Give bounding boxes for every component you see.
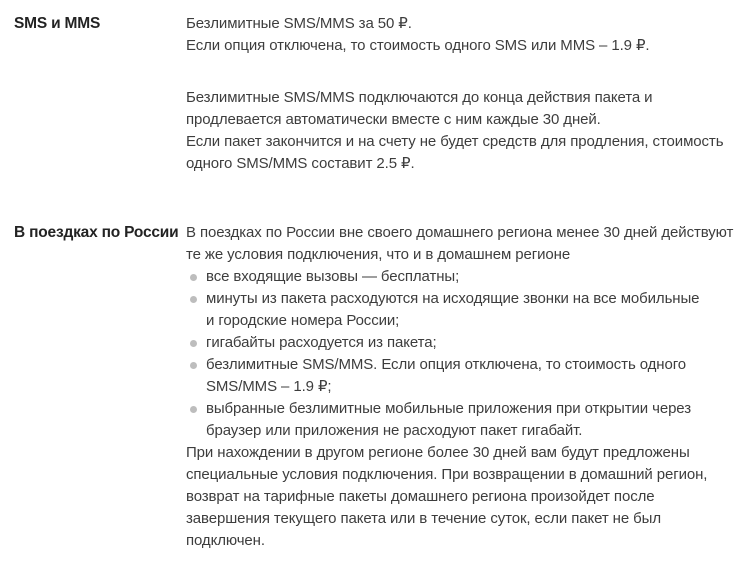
travel-intro-paragraph xyxy=(186,222,734,266)
travel-long-stay-paragraph xyxy=(186,442,727,552)
list-item xyxy=(186,288,727,332)
tariff-row-sms-mms xyxy=(14,13,727,175)
text-line: продлевается автоматически вместе с ним каждые 30 дней. xyxy=(186,111,601,128)
row-content-travel-russia xyxy=(186,222,734,552)
text-line: одного SMS/MMS составит 2.5 ₽. xyxy=(186,155,415,172)
travel-conditions-list xyxy=(186,266,727,442)
text-line: все входящие вызовы — бесплатны; xyxy=(206,268,460,285)
sms-renewal-paragraph xyxy=(186,87,727,175)
text-line: минуты из пакета расходуются на исходящие звонки на все мобильные xyxy=(206,290,700,307)
text-line: выбранные безлимитные мобильные приложения при открытии через xyxy=(206,400,691,417)
row-content-sms-mms xyxy=(186,13,727,175)
text-line: те же условия подключения, что и в домашнем регионе xyxy=(186,246,571,263)
text-line: При нахождении в другом регионе более 30 дней вам будут предложены xyxy=(186,444,690,461)
text-line: возврат на тарифные пакеты домашнего региона произойдет после xyxy=(186,488,655,505)
text-line: браузер или приложения не расходуют пакет гигабайт. xyxy=(206,422,583,439)
row-label-travel-russia: В поездках по России xyxy=(14,224,179,241)
text-line: гигабайты расходуется из пакета; xyxy=(206,334,437,351)
list-item xyxy=(186,266,727,288)
text-line: Если опция отключена, то стоимость одного SMS или MMS – 1.9 ₽. xyxy=(186,37,650,54)
text-line: и городские номера России; xyxy=(206,312,400,329)
text-line: В поездках по России вне своего домашнего региона менее 30 дней действуют xyxy=(186,224,734,241)
list-item xyxy=(186,398,727,442)
text-line: специальные условия подключения. При возвращении в домашний регион, xyxy=(186,466,708,483)
list-item xyxy=(186,354,727,398)
text-line: подключен. xyxy=(186,532,265,549)
text-line: SMS/MMS – 1.9 ₽; xyxy=(206,378,332,395)
bullet-icon xyxy=(190,274,197,281)
bullet-icon xyxy=(190,296,197,303)
text-line: Безлимитные SMS/MMS за 50 ₽. xyxy=(186,15,412,32)
list-item xyxy=(186,332,727,354)
tariff-row-travel-russia xyxy=(14,222,734,552)
text-line: завершения текущего пакета или в течение суток, если пакет не был xyxy=(186,510,661,527)
text-line: безлимитные SMS/MMS. Если опция отключена, то стоимость одного xyxy=(206,356,686,373)
bullet-icon xyxy=(190,406,197,413)
sms-price-paragraph xyxy=(186,13,727,57)
bullet-icon xyxy=(190,340,197,347)
text-line: Если пакет закончится и на счету не будет средств для продления, стоимость xyxy=(186,133,724,150)
row-label-sms-mms: SMS и MMS xyxy=(14,15,101,32)
text-line: Безлимитные SMS/MMS подключаются до конца действия пакета и xyxy=(186,89,653,106)
bullet-icon xyxy=(190,362,197,369)
